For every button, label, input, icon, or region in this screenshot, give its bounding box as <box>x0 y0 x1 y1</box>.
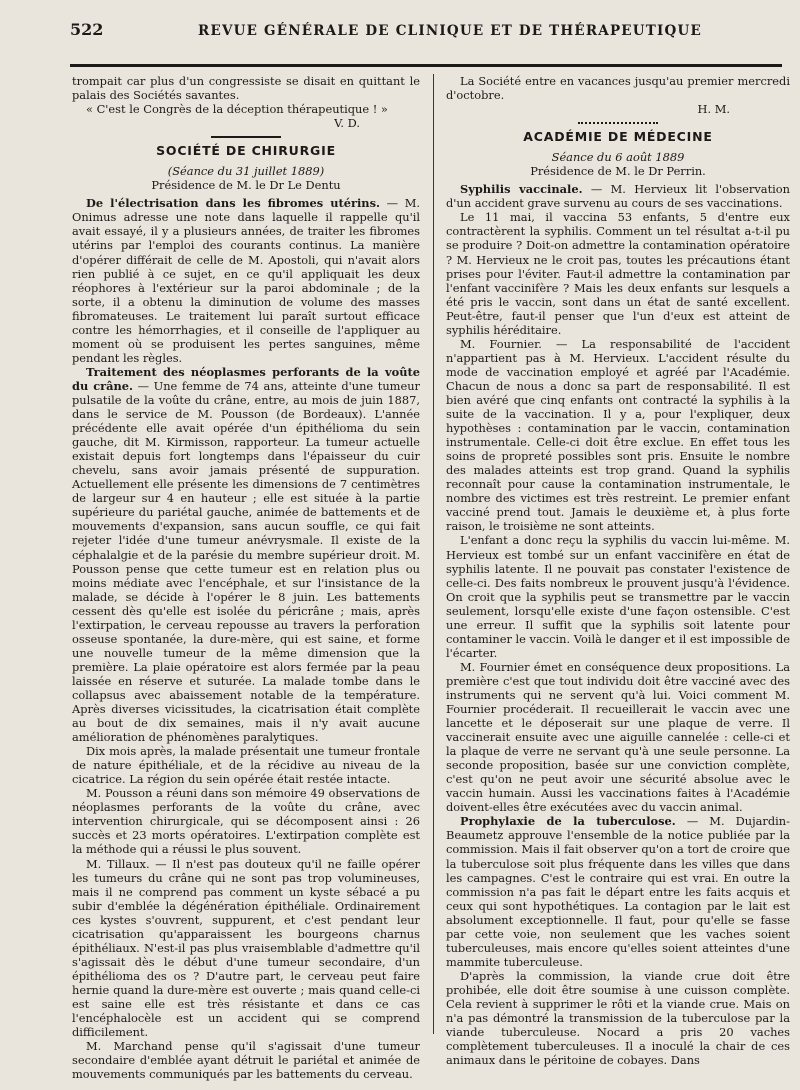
running-title: REVUE GÉNÉRALE DE CLINIQUE ET DE THÉRAPEUTIQUE <box>198 23 702 39</box>
paragraph-text: — Une femme de 74 ans, atteinte d'une tumeur pulsatile de la voûte du crâne, entre, au mois de juin 1887, dans le service de M. Pousson (de Bordeaux). L'année précédente elle avait opérée d'un épithélioma du sein gauche, dit M. Kirmisson, rapporteur. La tumeur actuelle existait depuis fort longtemps dans l'épaisseur du cuir chevelu, sans avoir jamais présenté de suppuration. Actuellement elle présente les dimensions de 7 centimètres de largeur sur 4 en hauteur ; elle est située à la partie supérieure du pariétal gauche, animée de battements et de mouvements d'expansion, sans aucun souffle, ce qui fait rejeter l'idée d'une tumeur anévrysmale. Il existe de la céphalalgie et de la parésie du membre supérieur droit. M. Pousson pense que cette tumeur est en relation plus ou moins médiate avec l'encéphale, et sur l'insistance de la malade, se décide à l'opérer le 8 juin. Les battements cessent dès qu'elle est isolée du péricrâne ; mais, après l'extirpation, le cerveau repousse au travers la perforation osseuse spontanée, la dure-mère, qui est saine, et forme une nouvelle tumeur de la même dimension que la première. La plaie opératoire est alors fermée par la peau laissée en réserve et suturée. La malade tombe dans le collapsus avec abaissement notable de la température. Après diverses vicissitudes, la cicatrisation était complète au bout de dix semaines, mais il n'y avait aucune amélioration de phénomènes paralytiques. <box>72 378 420 745</box>
paragraph-recidive: Dix mois après, la malade présentait une tumeur frontale de nature épithéliale, et de la récidive au niveau de la cicatrice. La région du sein opérée était restée intacte. <box>72 744 420 787</box>
paragraph-text: — M. Hervieux lit l'observation d'un accident grave survenu au cours de ses vaccinations. <box>446 182 791 211</box>
paragraph-pousson: M. Pousson a réuni dans son mémoire 49 observations de néoplasmes perforants de la voûte du crâne, avec intervention chirurgicale, qui se décomposent ainsi : 26 succès et 23 morts opératoires. L'extirpation complète est la méthode qui a réussi le plus souvent. <box>72 786 420 857</box>
session-date: Séance du 6 août 1889 <box>551 150 685 165</box>
paragraph-syphilis <box>446 182 790 210</box>
paragraph-text: — M. Dujardin-Beaumetz approuve l'ensemble de la notice publiée par la commission. Mais il fait observer qu'on a tort de croire que la tuberculose soit plus fréquente dans les villes que dans les campagnes. C'est le contraire qui est vrai. En outre la commission n'a pas fait le départ entre les faits acquis et ceux qui sont hypothétiques. La contagion par le lait est absolument exceptionnelle. Il faut, pour qu'elle se fasse par cette voie, non seulement que les vaches soient tuberculeuses, mais encore qu'elles soient atteintes d'une mammite tuberculeuse. <box>446 814 790 969</box>
paragraph-vaccination: Le 11 mai, il vaccina 53 enfants, 5 d'entre eux contractèrent la syphilis. Comment un tel résultat a-t-il pu se produire ? Doit-on admettre la contamination opératoire ? M. Hervieux ne le croit pas, toutes les précautions étant prises pour l'éviter. Faut-il admettre la contamination par l'enfant vaccinifère ? Mais les deux enfants sur lesquels a été pris le vaccin, sont dans un état de santé excellent. Peut-être, faut-il penser que l'un d'eux est atteint de syphilis héréditaire. <box>446 210 790 337</box>
session-date: (Séance du 31 juillet 1889) <box>167 164 325 179</box>
header-rule <box>70 64 782 67</box>
page-number: 522 <box>70 20 104 39</box>
paragraph-tillaux: M. Tillaux. — Il n'est pas douteux qu'il ne faille opérer les tumeurs du crâne qui ne sont pas trop volumineuses, mais il ne comprend pas comment un kyste sébacé a pu subir d'emblée la dégénération épithéliale. Ordinairement ces kystes s'ouvrent, suppurent, et c'est pendant leur cicatrisation qu'apparaissent les bourgeons charnus épithéliaux. N'est-il pas plus vraisemblable d'admettre qu'il s'agissait dès le début d'une tumeur secondaire, d'un épithélioma des os ? D'autre part, le cerveau peut faire hernie quand la dure-mère est ouverte ; mais quand celle-ci est saine elle est très résistante et dans ce cas l'encéphalocèle est un accident qui se comprend difficilement. <box>72 856 420 1040</box>
paragraph-marchand: M. Marchand pense qu'il s'agissait d'une tumeur secondaire d'emblée ayant détruit le pariétal et animée de mouvements communiqués par les battements du cerveau. <box>72 1039 420 1082</box>
right-column <box>446 74 790 1067</box>
paragraph-neoplasmes <box>72 365 420 744</box>
runin-heading: Syphilis vaccinale. <box>460 182 583 197</box>
paragraph-tuberculose <box>446 814 790 969</box>
signature-hm: H. M. <box>697 102 730 117</box>
quote-paragraph: « C'est le Congrès de la déception thérapeutique ! » <box>86 102 388 117</box>
paragraph-fournier: M. Fournier. — La responsabilité de l'accident n'appartient pas à M. Hervieux. L'accident résulte du mode de vaccination employé et agréé par l'Académie. Chacun de nous a donc sa part de responsabilité. Il est bien avéré que cinq enfants ont contracté la syphilis à la suite de la vaccination. Il y a, pour l'expliquer, deux hypothèses : contamination par le vaccin, contamination instrumentale. Celle-ci doit être exclue. En effet tous les soins de propreté possibles sont pris. Ensuite le nombre des malades atteints est trop grand. Quand la syphilis reconnaît pour cause la contamination instrumentale, le nombre des victimes est très restreint. Le premier enfant vacciné prend tout. Jamais le deuxième et, à plus forte raison, le troisième ne sont atteints. <box>446 336 790 534</box>
runin-heading: Prophylaxie de la tuberculose. <box>460 814 676 829</box>
left-column <box>72 74 420 1081</box>
society-title: SOCIÉTÉ DE CHIRURGIE <box>156 143 336 159</box>
section-rule <box>211 136 281 138</box>
intro-paragraph: trompait car plus d'un congressiste se disait en quittant le palais des Sociétés savantes. <box>72 74 420 103</box>
paragraph-electrisation <box>72 196 420 365</box>
academy-title: ACADÉMIE DE MÉDECINE <box>523 129 713 145</box>
presidence: Présidence de M. le Dr Perrin. <box>530 164 706 179</box>
section-ornament <box>578 122 658 124</box>
runin-heading: De l'électrisation dans les fibromes utérins. <box>86 196 380 211</box>
column-divider <box>433 74 434 1034</box>
signature: V. D. <box>334 116 360 131</box>
paragraph-latente: L'enfant a donc reçu la syphilis du vaccin lui-même. M. Hervieux est tombé sur un enfant vaccinifère en état de syphilis latente. Il ne pouvait pas constater l'existence de celle-ci. Des faits nombreux le prouvent jusqu'à l'évidence. On croit que la syphilis peut se transmettre par le vaccin seulement, lorsqu'elle existe d'une façon ostensible. C'est une erreur. Il suffit que la syphilis soit latente pour contaminer le vaccin. Voilà le danger et il est impossible de l'écarter. <box>446 533 790 660</box>
paragraph-viande: D'après la commission, la viande crue doit être prohibée, elle doit être soumise à une cuisson complète. Cela revient à supprimer le rôti et la viande crue. Mais on n'a pas démontré la transmission de la tuberculose par la viande tuberculeuse. Nocard a pris 20 vaches complètement tuberculeuses. Il a inoculé la chair de ces animaux dans le péritoine de cobayes. Dans <box>446 968 790 1068</box>
vacation-notice: La Société entre en vacances jusqu'au premier mercredi d'octobre. <box>446 74 790 103</box>
paragraph-text: — M. Onimus adresse une note dans laquelle il rappelle qu'il avait essayé, il y a plusieurs années, de traiter les fibromes utérins par l'emploi des courants continus. La manière d'opérer différait de celle de M. Apostoli, qui n'avait alors rien publié à ce sujet, en ce qu'il appliquait les deux réophores à l'extérieur sur la paroi abdominale ; de la sorte, il a obtenu la diminution de volume des masses fibromateuses. Le traitement lui paraît surtout efficace contre les hémorrhagies, et il conseille de l'appliquer au moment où se produisent les pertes sanguines, même pendant les règles. <box>72 196 420 365</box>
runin-heading: Traitement des néoplasmes perforants de la voûte du crâne. <box>72 364 420 393</box>
paragraph-propositions: M. Fournier émet en conséquence deux propositions. La première c'est que tout individu doit être vacciné avec des instruments qui ne servent qu'à lui. Voici comment M. Fournier procéderait. Il recueillerait le vaccin avec une lancette et le déposerait sur une plaque de verre. Il vaccinerait ensuite avec une aiguille cannelée : celle-ci et la plaque de verre ne servant qu'à une seule personne. La seconde proposition, basée sur une conviction complète, c'est qu'on ne peut avoir une sécurité absolue avec le vaccin humain. Aussi les vaccinations faites à l'Académie doivent-elles être exécutées avec du vaccin animal. <box>446 659 790 815</box>
presidence: Présidence de M. le Dr Le Dentu <box>151 178 341 193</box>
page-header <box>70 20 780 42</box>
